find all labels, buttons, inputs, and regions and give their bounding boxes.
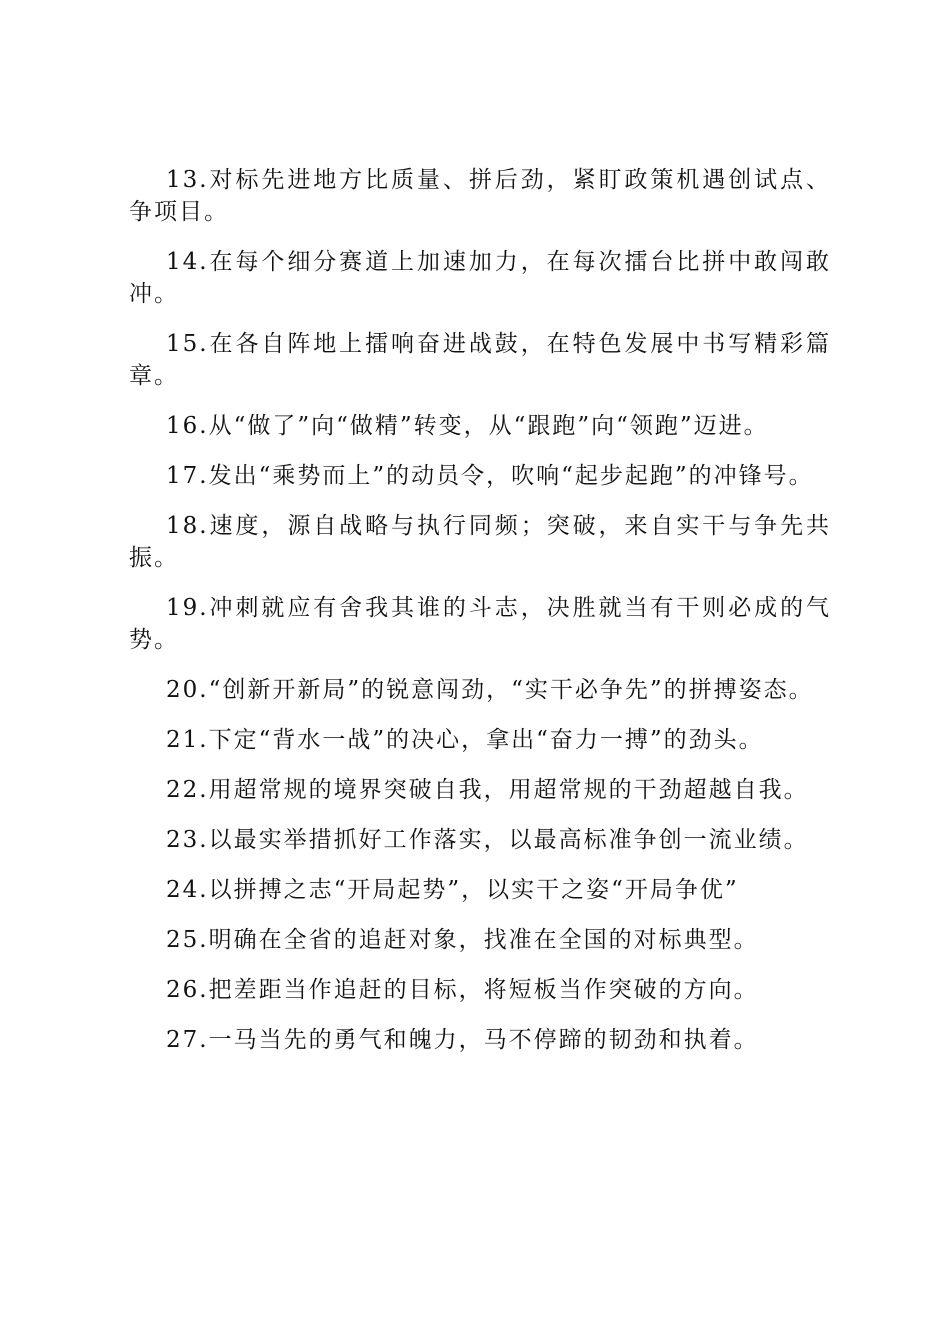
- list-item: [129, 246, 831, 310]
- item-text: 在各自阵地上擂响奋进战鼓，在特色发展中书写精彩篇章。: [129, 331, 831, 389]
- item-number: 25.: [166, 927, 209, 953]
- list-item: [129, 460, 831, 492]
- item-text: 用超常规的境界突破自我，用超常规的干劲超越自我。: [208, 777, 809, 803]
- numbered-list: [129, 164, 831, 1074]
- item-text: “创新开新局”的锐意闯劲，“实干必争先”的拼搏姿态。: [208, 677, 814, 703]
- list-item: [129, 328, 831, 392]
- list-item: [129, 592, 831, 656]
- list-item: [129, 774, 831, 806]
- item-text: 速度，源自战略与执行同频；突破，来自实干与争先共振。: [129, 513, 831, 571]
- item-number: 17.: [166, 463, 209, 489]
- item-text: 发出“乘势而上”的动员令，吹响“起步起跑”的冲锋号。: [208, 463, 814, 489]
- item-number: 14.: [166, 249, 209, 275]
- item-text: 以拼搏之志“开局起势”，以实干之姿“开局争优”: [208, 877, 739, 903]
- list-item: [129, 924, 831, 956]
- item-text: 明确在全省的追赶对象，找准在全国的对标典型。: [208, 927, 759, 953]
- item-text: 下定“背水一战”的决心，拿出“奋力一搏”的劲头。: [208, 727, 764, 753]
- item-text: 从“做了”向“做精”转变，从“跟跑”向“领跑”迈进。: [208, 413, 769, 439]
- item-number: 27.: [166, 1027, 209, 1053]
- item-text: 对标先进地方比质量、拼后劲，紧盯政策机遇创试点、争项目。: [129, 167, 831, 225]
- item-number: 22.: [166, 777, 209, 803]
- list-item: [129, 974, 831, 1006]
- list-item: [129, 410, 831, 442]
- item-text: 以最实举措抓好工作落实，以最高标准争创一流业绩。: [208, 827, 809, 853]
- item-number: 26.: [166, 977, 209, 1003]
- list-item: [129, 674, 831, 706]
- list-item: [129, 1024, 831, 1056]
- item-number: 13.: [166, 167, 209, 193]
- item-text: 把差距当作追赶的目标，将短板当作突破的方向。: [208, 977, 759, 1003]
- item-text: 一马当先的勇气和魄力，马不停蹄的韧劲和执着。: [208, 1027, 759, 1053]
- item-number: 19.: [166, 595, 209, 621]
- item-text: 冲刺就应有舍我其谁的斗志，决胜就当有干则必成的气势。: [129, 595, 831, 653]
- list-item: [129, 510, 831, 574]
- list-item: [129, 724, 831, 756]
- item-number: 16.: [166, 413, 209, 439]
- item-text: 在每个细分赛道上加速加力，在每次擂台比拼中敢闯敢冲。: [129, 249, 831, 307]
- list-item: [129, 824, 831, 856]
- item-number: 24.: [166, 877, 209, 903]
- item-number: 21.: [166, 727, 209, 753]
- item-number: 23.: [166, 827, 209, 853]
- list-item: [129, 164, 831, 228]
- item-number: 20.: [166, 677, 209, 703]
- item-number: 18.: [166, 513, 209, 539]
- list-item: [129, 874, 831, 906]
- item-number: 15.: [166, 331, 209, 357]
